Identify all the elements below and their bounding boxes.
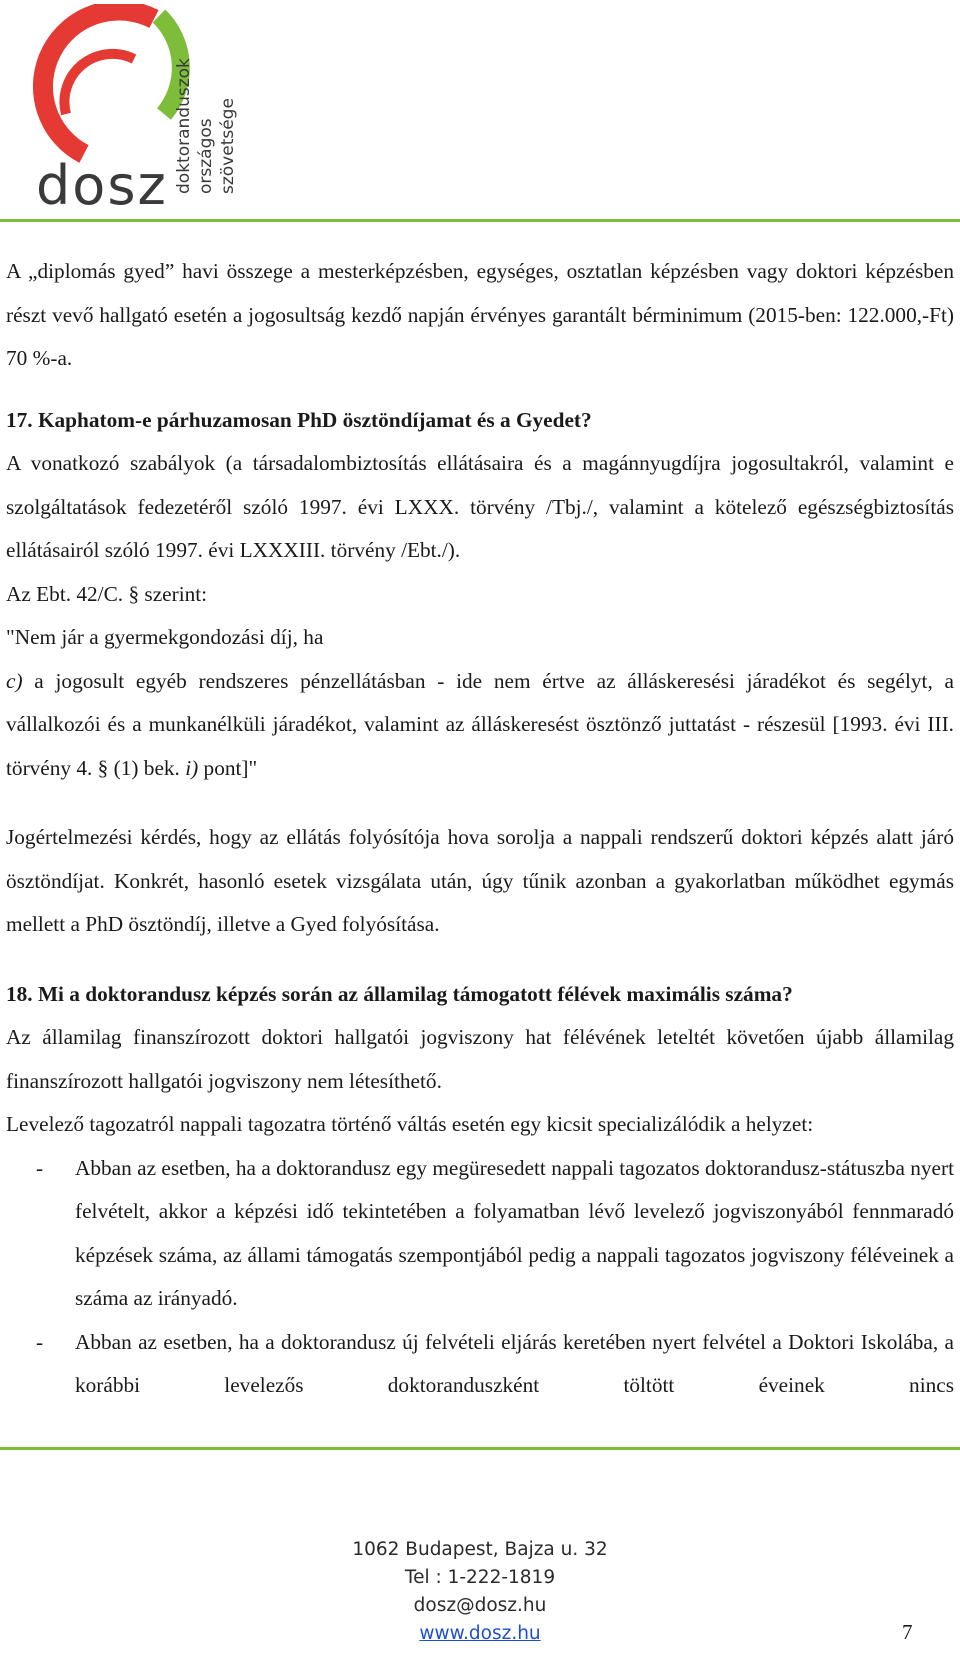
paragraph-quote-start: "Nem jár a gyermekgondozási díj, ha bbox=[6, 625, 324, 649]
list-dash: - bbox=[36, 1155, 44, 1180]
logo-side-text bbox=[174, 58, 238, 204]
list-item-text: Abban az esetben, ha a doktorandusz egy megüresedett nappali tagozatos doktorandusz-státuszba nyert felvételt, akkor a képzési idő tekintetében a folyamatban lévő levelező jogviszonyából fennmaradó képzések száma, az állami támogatás szempontjából pedig a nappali tagozatos jogviszony féléveinek a száma az irányadó. bbox=[75, 1155, 954, 1310]
list-item bbox=[6, 1147, 954, 1321]
logo-side-line-3: szövetsége bbox=[218, 98, 238, 194]
logo-wordmark: dosz bbox=[36, 154, 168, 217]
paragraph-diplomas-gyed: A „diplomás gyed” havi összege a mesterképzésben, egységes, osztatlan képzésben vagy doktori képzésben részt vevő hallgató esetén a jogosultság kezdő napján érvényes garantált bérminimum (2015-ben: 122.000,-Ft) 70 %-a. bbox=[6, 259, 954, 370]
quote-text: a jogosult egyéb rendszeres pénzellátásban - ide nem értve az álláskeresési járadékot és segélyt, a vállalkozói és a munkanélküli járadékot, valamint az álláskeresést ösztönző juttatást - részesül [1993. évi III. törvény 4. § (1) bek. bbox=[6, 668, 954, 780]
footer-website-link[interactable]: www.dosz.hu bbox=[419, 1623, 541, 1644]
logo-side-line-1: doktoranduszok bbox=[174, 58, 194, 194]
footer bbox=[0, 1536, 960, 1648]
document-body bbox=[6, 250, 954, 1408]
quote-end: pont]" bbox=[198, 755, 258, 780]
list-dash: - bbox=[36, 1329, 44, 1354]
footer-email[interactable]: dosz@dosz.hu bbox=[413, 1595, 547, 1616]
heading-18: 18. Mi a doktorandusz képzés során az államilag támogatott félévek maximális száma? bbox=[6, 981, 793, 1006]
paragraph-ebt: Az Ebt. 42/C. § szerint: bbox=[6, 581, 208, 606]
footer-phone: Tel : 1-222-1819 bbox=[404, 1567, 556, 1588]
paragraph-quote bbox=[6, 660, 954, 791]
paragraph-interpretation: Jogértelmezési kérdés, hogy az ellátás folyósítója hova sorolja a nappali rendszerű doktori képzés alatt járó ösztöndíjat. Konkrét, hasonló esetek vizsgálata után, úgy tűnik azonban a gyakorlatban működhet egymás mellett a PhD ösztöndíj, illetve a Gyed folyósítása. bbox=[6, 825, 954, 936]
heading-17: 17. Kaphatom-e párhuzamosan PhD ösztöndíjamat és a Gyedet? bbox=[6, 407, 592, 432]
logo-side-line-2: országos bbox=[196, 118, 216, 194]
footer-divider bbox=[0, 1447, 960, 1450]
case-list bbox=[6, 1147, 954, 1408]
quote-letter-c: c) bbox=[6, 668, 23, 693]
list-item-text: Abban az esetben, ha a doktorandusz új felvételi eljárás keretében nyert felvétel a Doktori Iskolába, a korábbi levelezős doktoranduszként töltött éveinek nincs bbox=[75, 1329, 954, 1397]
dosz-logo bbox=[14, 4, 238, 217]
paragraph-rules: A vonatkozó szabályok (a társadalombiztosítás ellátásaira és a magánnyugdíjra jogosultakról, valamint e szolgáltatások fedezetéről szóló 1997. évi LXXX. törvény /Tbj./, valamint a kötelező egészségbiztosítás ellátásairól szóló 1997. évi LXXXIII. törvény /Ebt./). bbox=[6, 451, 954, 562]
header-divider bbox=[0, 219, 960, 222]
paragraph-state-funded: Az államilag finanszírozott doktori hallgatói jogviszony hat félévének leteltét követően újabb államilag finanszírozott hallgatói jogviszony nem létesíthető. bbox=[6, 1025, 954, 1093]
footer-address: 1062 Budapest, Bajza u. 32 bbox=[352, 1539, 608, 1560]
paragraph-correspondence: Levelező tagozatról nappali tagozatra történő váltás esetén egy kicsit specializálódik a helyzet: bbox=[6, 1112, 814, 1136]
quote-letter-i: i) bbox=[185, 755, 199, 780]
list-item bbox=[6, 1321, 954, 1408]
page-number: 7 bbox=[902, 1620, 913, 1644]
